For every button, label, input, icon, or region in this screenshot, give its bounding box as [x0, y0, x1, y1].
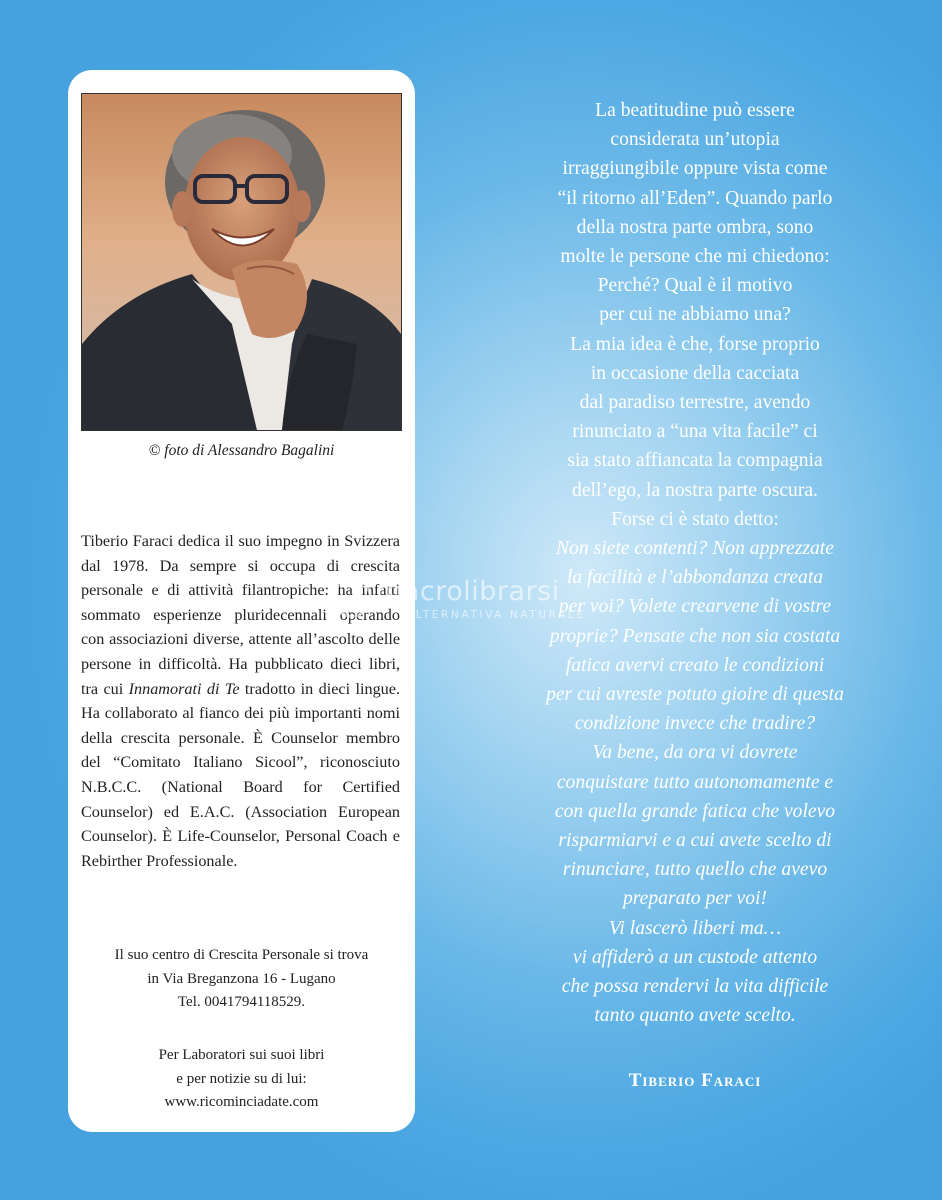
poem-line: molte le persone che mi chiedono:: [560, 246, 830, 268]
poem-line: sia stato affiancata la compagnia: [567, 450, 823, 472]
watermark-text: macrolibrarsi: [376, 576, 560, 607]
poem-italic-line: che possa rendervi la vita difficile: [561, 976, 829, 998]
website-link[interactable]: www.ricominciadate.com: [164, 1094, 319, 1110]
contact-info: [68, 1044, 415, 1115]
book-title: Innamorati di Te: [128, 679, 240, 698]
contact-line: e per notizie su di lui:: [176, 1070, 307, 1087]
poem-italic-line: Vi lascerò liberi ma…: [608, 917, 782, 939]
center-address: [68, 944, 415, 1015]
author-portrait-photo: [81, 93, 402, 431]
poem-line: dell’ego, la nostra parte oscura.: [572, 479, 818, 501]
author-signature: Tiberio Faraci: [628, 1070, 762, 1091]
poem-line: per cui ne abbiamo una?: [599, 304, 791, 326]
poem-italic-line: la facilità e l’abbondanza creata: [566, 567, 824, 589]
poem-line: rinunciato a “una vita facile” ci: [572, 421, 818, 443]
poem-italic-line: Non siete contenti? Non apprezzate: [556, 538, 834, 560]
bio-text-1: Tiberio Faraci dedica il suo impegno in Svizzera dal 1978. Da sempre si occupa di crescita personale e di attività filantropiche: ha infatti sommato esperienze pluridecennali operando con associazioni diverse, attente all’ascolto delle persone in difficoltà. Ha pubblicato dieci libri, tra cui: [81, 532, 400, 698]
watermark-subtext: ALTERNATIVA NATURALE: [406, 609, 586, 621]
photo-credit: © foto di Alessandro Bagalini: [148, 442, 335, 459]
author-bio: [81, 529, 400, 873]
poem-line: Forse ci è stato detto:: [611, 508, 779, 530]
poem-italic-line: Va bene, da ora vi dovrete: [592, 742, 798, 764]
poem-line: considerata un’utopia: [610, 129, 780, 151]
poem-italic-line: rinunciare, tutto quello che avevo: [562, 859, 828, 881]
poem-italic-line: vi affiderò a un custode attento: [572, 946, 818, 968]
author-card: [68, 70, 415, 1132]
poem-italic-line: proprie? Pensate che non sia costata: [549, 625, 841, 647]
poem-line: La mia idea è che, forse proprio: [570, 333, 820, 355]
address-line: Il suo centro di Crescita Personale si trova: [114, 947, 369, 963]
poem-line: in occasione della cacciata: [590, 362, 800, 384]
bio-text-2: tradotto in dieci lingue. Ha collaborato al fianco dei più importanti nomi della crescita personale. È Counselor membro del “Comitato Italiano Sicool”, riconosciuto N.B.C.C. (National Board for Certified Counselor) ed E.A.C. (Association European Counselor). È Life-Counselor, Personal Coach e Rebirther Professionale.: [81, 679, 400, 870]
poem-line: irraggiungibile oppure vista come: [562, 158, 828, 180]
poem-line: della nostra parte ombra, sono: [576, 216, 814, 238]
poem-italic-line: preparato per voi!: [622, 888, 768, 910]
poem-italic-line: risparmiarvi e a cui avete scelto di: [558, 830, 832, 852]
portrait-illustration: [82, 94, 401, 430]
poem-italic-line: tanto quanto avete scelto.: [594, 1005, 796, 1027]
poem-line: Perché? Qual è il motivo: [597, 275, 793, 297]
poem-line: La beatitudine può essere: [595, 100, 795, 121]
poem-italic-line: per cui avreste potuto gioire di questa: [546, 684, 844, 706]
poem-italic-line: fatica avervi creato le condizioni: [565, 654, 825, 676]
poem-italic-line: conquistare tutto autonomamente e: [556, 771, 834, 793]
poem-line: dal paradiso terrestre, avendo: [579, 392, 811, 414]
contact-line: Per Laboratori sui suoi libri: [158, 1047, 325, 1063]
back-cover-text: [455, 96, 935, 1031]
poem-italic-line: condizione invece che tradire?: [574, 713, 816, 735]
address-line: in Via Breganzona 16 - Lugano: [147, 970, 336, 987]
poem-line: “il ritorno all’Eden”. Quando parlo: [557, 187, 833, 209]
poem-italic-line: per voi? Volete crearvene di vostre: [558, 596, 832, 618]
phone-number: Tel. 0041794118529.: [177, 994, 306, 1010]
poem-italic-line: con quella grande fatica che volevo: [554, 800, 836, 822]
